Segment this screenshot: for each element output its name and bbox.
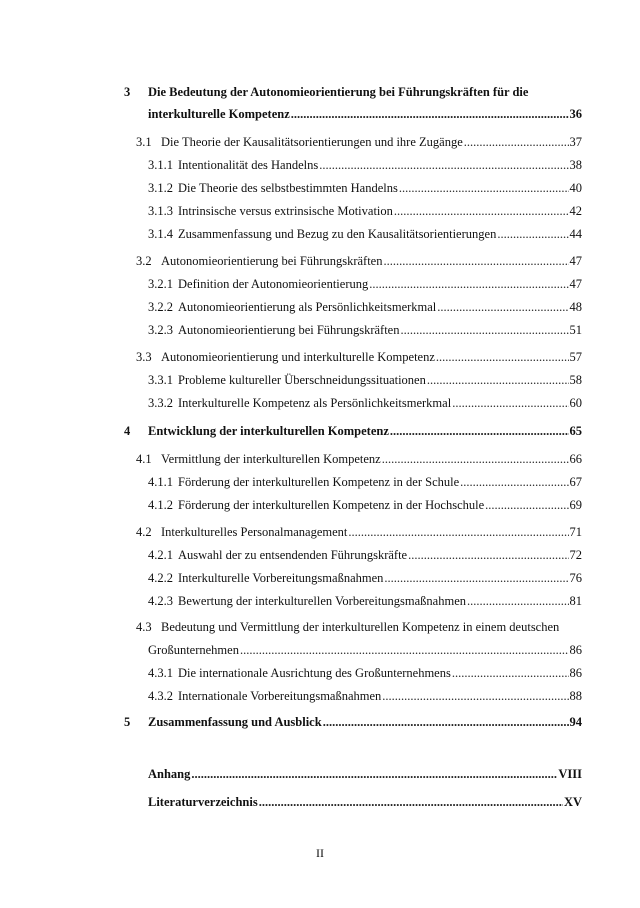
toc-leader [436, 349, 569, 365]
toc-entry-number: 4.1 [136, 452, 152, 466]
toc-page-number: 37 [569, 135, 582, 149]
toc-chapter-number: 5 [124, 715, 131, 729]
toc-page-number: VIII [558, 767, 582, 781]
toc-entry-title: Vermittlung der interkulturellen Kompetenz [161, 452, 381, 466]
toc-entry-3-3[interactable] [136, 349, 582, 365]
toc-entry-title: Bedeutung und Vermittlung der interkulturellen Kompetenz in einem deutschen [161, 620, 560, 634]
toc-entry-4-1[interactable] [136, 451, 582, 467]
toc-page-number: 88 [569, 689, 582, 703]
toc-entry-title: Autonomieorientierung bei Führungskräften [161, 254, 383, 268]
toc-chapter-number: 3 [124, 85, 131, 99]
toc-entry-3-1-4[interactable] [148, 226, 582, 242]
toc-leader [383, 253, 568, 269]
toc-page-number: 86 [569, 643, 582, 657]
toc-entry-title: Zusammenfassung und Bezug zu den Kausalitätsorientierungen [178, 227, 497, 241]
toc-entry-number: 3.2.3 [148, 323, 173, 337]
toc-page-number: 57 [569, 350, 582, 364]
toc-page-number: 71 [569, 525, 582, 539]
toc-entry-4-1-2[interactable] [148, 497, 582, 513]
toc-entry-number: 4.2 [136, 525, 152, 539]
toc-leader [390, 423, 569, 439]
toc-entry-3-1-1[interactable] [148, 157, 582, 173]
toc-entry-number: 4.2.2 [148, 571, 173, 585]
toc-entry-4-3-line1[interactable] [136, 619, 559, 635]
toc-entry-title: Zusammenfassung und Ausblick [148, 715, 322, 729]
toc-entry-4-2-3[interactable] [148, 593, 582, 609]
toc-entry-title: Die Theorie des selbstbestimmten Handelns [178, 181, 398, 195]
toc-entry-title: Förderung der interkulturellen Kompetenz in der Schule [178, 475, 460, 489]
toc-entry-title: Die internationale Ausrichtung des Großunternehmens [178, 666, 451, 680]
toc-leader [467, 593, 568, 609]
toc-leader [497, 226, 568, 242]
toc-chapter-3-title-line1: Die Bedeutung der Autonomieorientierung bei Führungskräften für die [148, 85, 529, 99]
toc-entry-title: Probleme kultureller Überschneidungssituationen [178, 373, 426, 387]
toc-entry-number: 4.1.2 [148, 498, 173, 512]
toc-entry-number: 3.2.1 [148, 277, 173, 291]
toc-entry-number: 3.1.1 [148, 158, 173, 172]
toc-entry-number: 3.3 [136, 350, 152, 364]
toc-entry-number: 4.3.2 [148, 689, 173, 703]
toc-leader [319, 157, 568, 173]
toc-leader [400, 322, 568, 338]
toc-entry-title: Autonomieorientierung und interkulturelle Kompetenz [161, 350, 435, 364]
toc-entry-title: Interkulturelle Vorbereitungsmaßnahmen [178, 571, 384, 585]
toc-page-number: 72 [569, 548, 582, 562]
toc-leader [382, 688, 568, 704]
toc-leader [382, 451, 569, 467]
toc-entry-title: Bewertung der interkulturellen Vorbereitungsmaßnahmen [178, 594, 467, 608]
toc-leader [452, 665, 569, 681]
toc-entry-number: 4.3.1 [148, 666, 173, 680]
toc-entry-title: Anhang [148, 767, 191, 781]
toc-entry-title: Interkulturelle Kompetenz als Persönlichkeitsmerkmal [178, 396, 452, 410]
toc-entry-title: Interkulturelles Personalmanagement [161, 525, 348, 539]
toc-page-number: 81 [569, 594, 582, 608]
toc-page-number: 65 [569, 424, 582, 438]
toc-page-number: 69 [569, 498, 582, 512]
toc-leader [291, 106, 569, 122]
toc-entry-literaturverzeichnis[interactable] [148, 794, 582, 810]
toc-entry-title: Autonomieorientierung als Persönlichkeitsmerkmal [178, 300, 437, 314]
toc-leader [399, 180, 569, 196]
toc-chapter-4[interactable] [124, 423, 582, 439]
toc-entry-anhang[interactable] [148, 766, 582, 782]
toc-page-number: 94 [569, 715, 582, 729]
toc-leader [384, 570, 568, 586]
toc-entry-3-3-1[interactable] [148, 372, 582, 388]
toc-entry-number: 3.2.2 [148, 300, 173, 314]
toc-entry-number: 4.2.1 [148, 548, 173, 562]
toc-entry-title: Intrinsische versus extrinsische Motivation [178, 204, 393, 218]
toc-entry-title: Autonomieorientierung bei Führungskräften [178, 323, 400, 337]
toc-entry-4-3-1[interactable] [148, 665, 582, 681]
toc-entry-4-3-2[interactable] [148, 688, 582, 704]
toc-entry-3-1[interactable] [136, 134, 582, 150]
toc-entry-title: Entwicklung der interkulturellen Kompetenz [148, 424, 389, 438]
toc-page-number: 58 [569, 373, 582, 387]
toc-page-number: 36 [569, 107, 582, 121]
toc-entry-number: 4.3 [136, 620, 152, 634]
toc-leader [437, 299, 568, 315]
toc-page-number: 44 [569, 227, 582, 241]
toc-entry-number: 4.2.3 [148, 594, 173, 608]
toc-chapter-5[interactable] [124, 714, 582, 730]
toc-page-number: 60 [569, 396, 582, 410]
toc-entry-3-2-2[interactable] [148, 299, 582, 315]
toc-entry-3-2[interactable] [136, 253, 582, 269]
toc-leader [240, 642, 569, 658]
toc-entry-title: Die Theorie der Kausalitätsorientierungen und ihre Zugänge [161, 135, 463, 149]
toc-page-number: 66 [569, 452, 582, 466]
toc-entry-title: Literaturverzeichnis [148, 795, 258, 809]
toc-leader [427, 372, 569, 388]
toc-leader [464, 134, 569, 150]
toc-entry-3-2-3[interactable] [148, 322, 582, 338]
toc-page-number: 40 [569, 181, 582, 195]
toc-page-number: 86 [569, 666, 582, 680]
toc-leader [460, 474, 568, 490]
toc-entry-3-1-3[interactable] [148, 203, 582, 219]
toc-page-number: 51 [569, 323, 582, 337]
toc-leader [191, 766, 557, 782]
toc-entry-number: 3.1 [136, 135, 152, 149]
toc-entry-number: 3.3.1 [148, 373, 173, 387]
toc-page-number: 47 [569, 254, 582, 268]
toc-page-number: 47 [569, 277, 582, 291]
toc-entry-3-3-2[interactable] [148, 395, 582, 411]
toc-entry-number: 4.1.1 [148, 475, 173, 489]
toc-page-number: 67 [569, 475, 582, 489]
toc-leader [394, 203, 569, 219]
toc-leader [323, 714, 569, 730]
toc-entry-title: Großunternehmen [148, 643, 239, 657]
toc-entry-number: 3.1.4 [148, 227, 173, 241]
toc-entry-title: interkulturelle Kompetenz [148, 107, 290, 121]
toc-entry-number: 3.1.3 [148, 204, 173, 218]
toc-entry-number: 3.2 [136, 254, 152, 268]
toc-entry-title: Definition der Autonomieorientierung [178, 277, 369, 291]
toc-chapter-number: 4 [124, 424, 131, 438]
toc-leader [259, 794, 563, 810]
toc-entry-4-2-1[interactable] [148, 547, 582, 563]
toc-chapter-3-line1 [124, 84, 130, 100]
toc-leader [348, 524, 568, 540]
toc-entry-title: Internationale Vorbereitungsmaßnahmen [178, 689, 382, 703]
toc-entry-title: Förderung der interkulturellen Kompetenz in der Hochschule [178, 498, 485, 512]
toc-leader [369, 276, 568, 292]
toc-entry-3-1-2[interactable] [148, 180, 582, 196]
toc-entry-title: Intentionalität des Handelns [178, 158, 319, 172]
toc-leader [452, 395, 568, 411]
toc-page-number: 42 [569, 204, 582, 218]
toc-entry-3-2-1[interactable] [148, 276, 582, 292]
toc-page-number: 76 [569, 571, 582, 585]
toc-chapter-3-line2[interactable] [148, 106, 582, 122]
toc-page-number: 48 [569, 300, 582, 314]
toc-leader [485, 497, 568, 513]
toc-entry-number: 3.1.2 [148, 181, 173, 195]
toc-entry-4-1-1[interactable] [148, 474, 582, 490]
toc-page-number: 38 [569, 158, 582, 172]
toc-leader [408, 547, 568, 563]
toc-entry-4-3-line2[interactable] [148, 642, 582, 658]
toc-entry-title: Auswahl der zu entsendenden Führungskräfte [178, 548, 408, 562]
toc-entry-number: 3.3.2 [148, 396, 173, 410]
page-number: II [316, 846, 324, 860]
toc-page-number: XV [563, 795, 582, 809]
toc-entry-4-2[interactable] [136, 524, 582, 540]
toc-entry-4-2-2[interactable] [148, 570, 582, 586]
